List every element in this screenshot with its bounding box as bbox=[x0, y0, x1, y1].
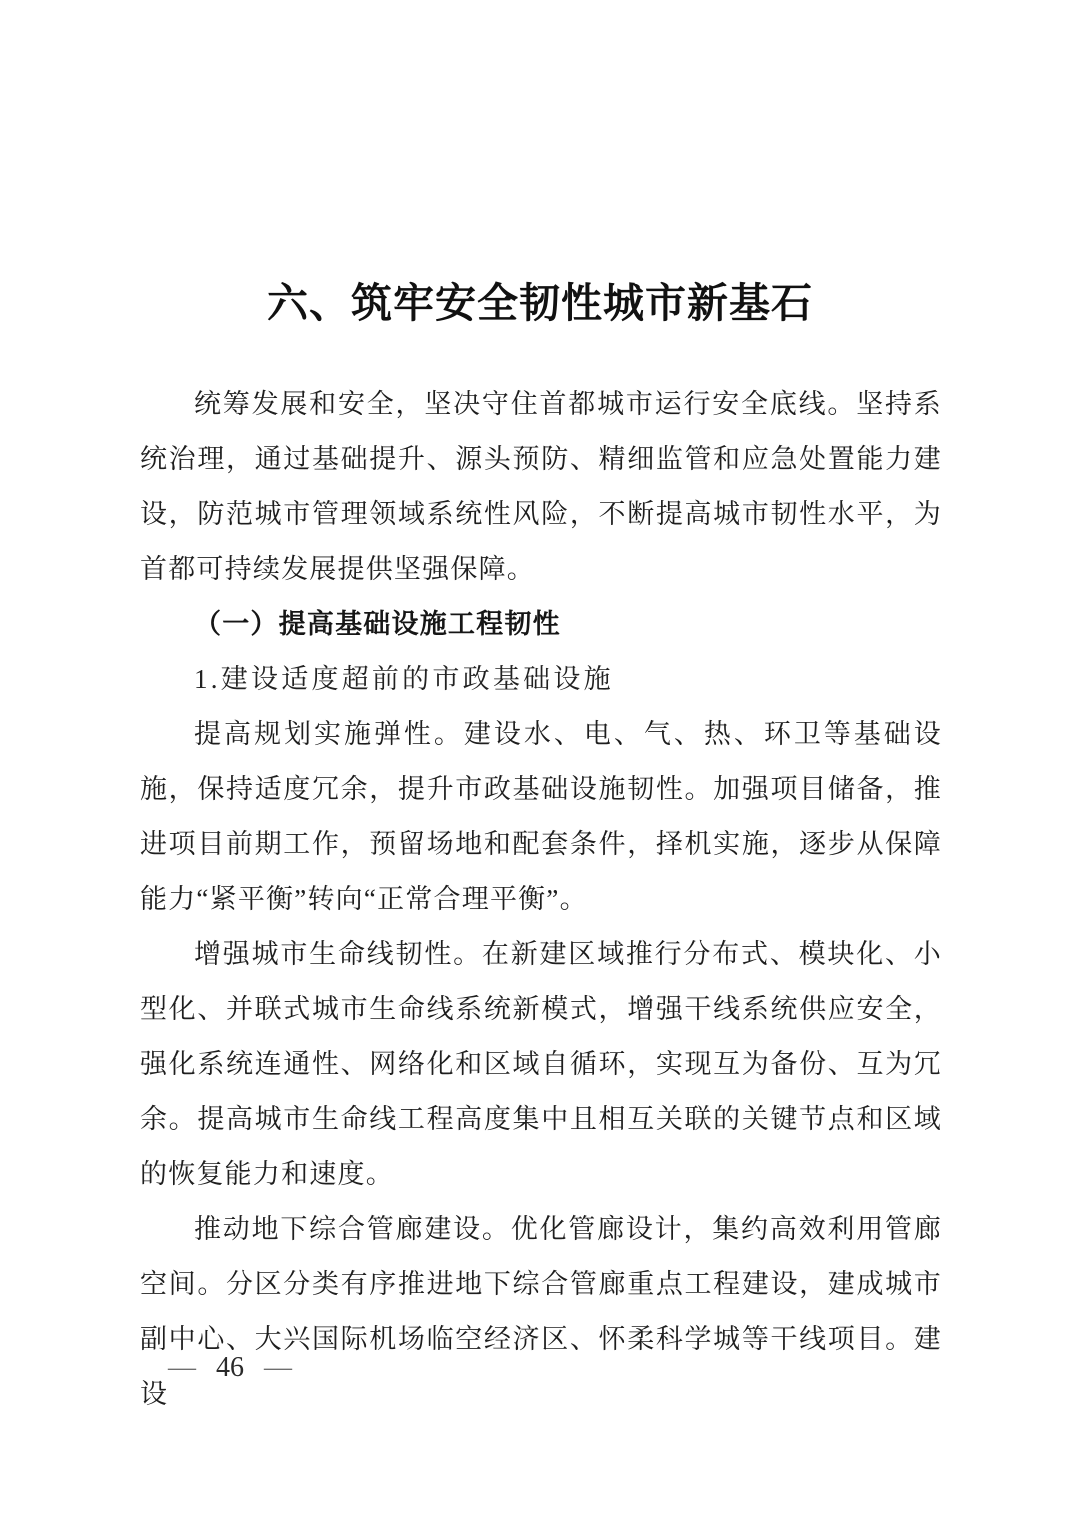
page-footer bbox=[168, 1351, 292, 1385]
document-body bbox=[140, 377, 942, 1422]
footer-dash-left: — bbox=[168, 1352, 196, 1383]
paragraph-utility-tunnel: 推动地下综合管廊建设。优化管廊设计，集约高效利用管廊空间。分区分类有序推进地下综合管廊重点工程建设，建成城市副中心、大兴国际机场临空经济区、怀柔科学城等干线项目。建设 bbox=[140, 1214, 942, 1409]
paragraph-intro: 统筹发展和安全，坚决守住首都城市运行安全底线。坚持系统治理，通过基础提升、源头预防、精细监管和应急处置能力建设，防范城市管理领域系统性风险，不断提高城市韧性水平，为首都可持续发展提供坚强保障。 bbox=[140, 389, 942, 584]
subsection-heading: 1.建设适度超前的市政基础设施 bbox=[194, 664, 614, 694]
page-number: 46 bbox=[216, 1352, 244, 1383]
page-title: 六、筑牢安全韧性城市新基石 bbox=[267, 280, 813, 326]
paragraph-planning-elasticity: 提高规划实施弹性。建设水、电、气、热、环卫等基础设施，保持适度冗余，提升市政基础设施韧性。加强项目储备，推进项目前期工作，预留场地和配套条件，择机实施，逐步从保障能力“紧平衡”转向“正常合理平衡”。 bbox=[140, 719, 942, 914]
footer-dash-right: — bbox=[264, 1352, 292, 1383]
section-heading: （一）提高基础设施工程韧性 bbox=[194, 609, 561, 639]
paragraph-lifeline-resilience: 增强城市生命线韧性。在新建区域推行分布式、模块化、小型化、并联式城市生命线系统新模式，增强干线系统供应安全，强化系统连通性、网络化和区域自循环，实现互为备份、互为冗余。提高城市生命线工程高度集中且相互关联的关键节点和区域的恢复能力和速度。 bbox=[140, 939, 942, 1189]
